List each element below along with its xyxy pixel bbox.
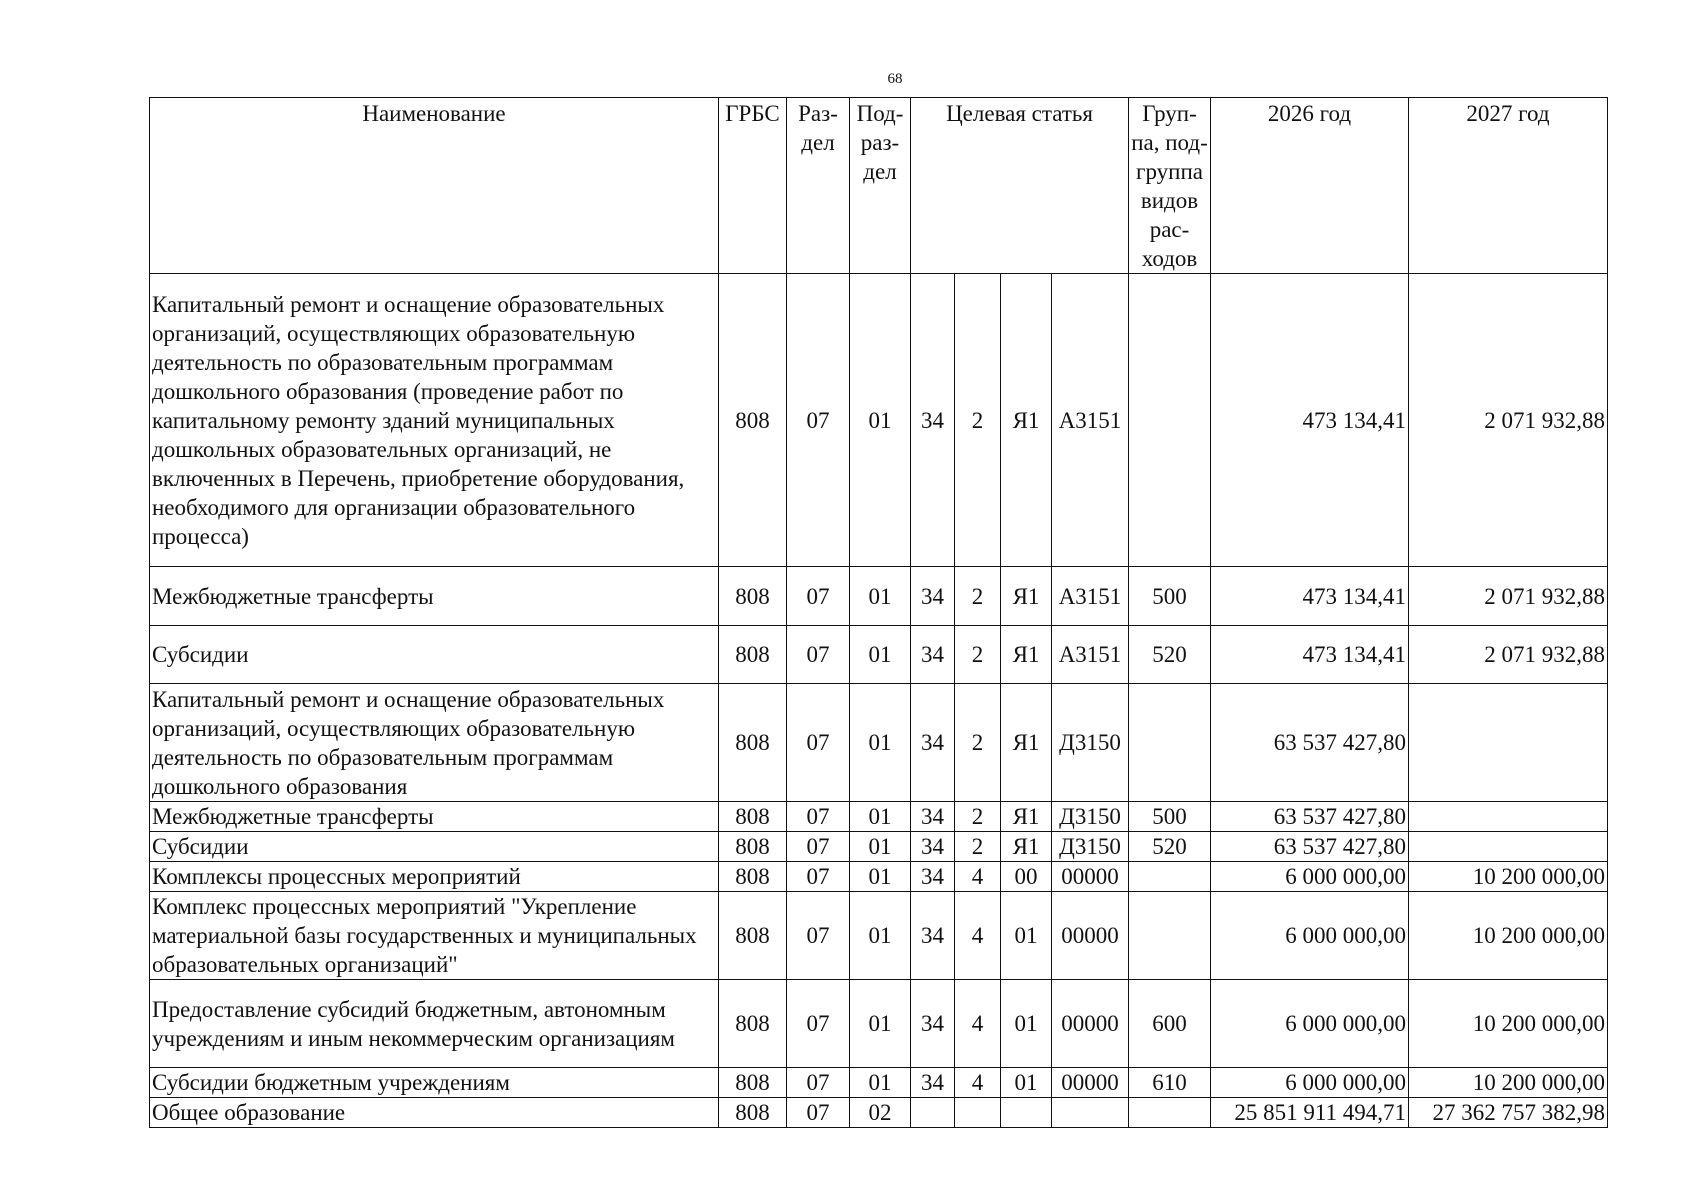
cell-target-program: 34 [911, 862, 955, 892]
cell-target-program: 34 [911, 274, 955, 567]
cell-amount-2027: 10 200 000,00 [1409, 892, 1608, 980]
cell-target-subprogram: 2 [955, 274, 1001, 567]
cell-razdel: 07 [787, 862, 850, 892]
cell-target-project: Я1 [1001, 567, 1052, 626]
header-razdel: Раз- дел [787, 98, 850, 274]
cell-grbs: 808 [719, 567, 787, 626]
cell-target-program [911, 1098, 955, 1128]
cell-target-project: 00 [1001, 862, 1052, 892]
cell-podrazdel: 01 [850, 274, 911, 567]
cell-target-project: Я1 [1001, 832, 1052, 862]
cell-target-direction: А3151 [1052, 274, 1129, 567]
cell-target-subprogram: 2 [955, 626, 1001, 684]
header-podrazdel: Под- раз- дел [850, 98, 911, 274]
cell-target-subprogram: 2 [955, 567, 1001, 626]
cell-amount-2026: 6 000 000,00 [1211, 980, 1409, 1068]
cell-razdel: 07 [787, 274, 850, 567]
cell-podrazdel: 01 [850, 684, 911, 802]
cell-grbs: 808 [719, 274, 787, 567]
table-row [150, 892, 1608, 980]
cell-podrazdel: 01 [850, 802, 911, 832]
cell-expense-group: 520 [1129, 832, 1211, 862]
cell-amount-2027 [1409, 832, 1608, 862]
cell-podrazdel: 01 [850, 892, 911, 980]
page-number: 68 [887, 71, 903, 87]
cell-target-direction: А3151 [1052, 567, 1129, 626]
cell-target-program: 34 [911, 567, 955, 626]
table-header-row [150, 98, 1608, 274]
cell-razdel: 07 [787, 980, 850, 1068]
cell-target-project: 01 [1001, 1068, 1052, 1098]
cell-expense-group: 600 [1129, 980, 1211, 1068]
budget-table [149, 97, 1608, 1128]
cell-amount-2026: 473 134,41 [1211, 626, 1409, 684]
cell-expense-group: 610 [1129, 1068, 1211, 1098]
cell-target-direction: А3151 [1052, 626, 1129, 684]
cell-expense-group [1129, 892, 1211, 980]
cell-target-direction [1052, 1098, 1129, 1128]
cell-target-subprogram [955, 1098, 1001, 1128]
cell-razdel: 07 [787, 1098, 850, 1128]
cell-grbs: 808 [719, 1098, 787, 1128]
cell-target-program: 34 [911, 1068, 955, 1098]
row-name: Субсидии [150, 626, 719, 684]
cell-grbs: 808 [719, 980, 787, 1068]
cell-target-project: 01 [1001, 980, 1052, 1068]
cell-podrazdel: 01 [850, 980, 911, 1068]
table-row [150, 567, 1608, 626]
row-name: Субсидии бюджетным учреждениям [150, 1068, 719, 1098]
cell-expense-group [1129, 274, 1211, 567]
cell-target-subprogram: 4 [955, 1068, 1001, 1098]
cell-amount-2027: 27 362 757 382,98 [1409, 1098, 1608, 1128]
cell-target-direction: 00000 [1052, 862, 1129, 892]
table-row [150, 684, 1608, 802]
cell-target-program: 34 [911, 980, 955, 1068]
cell-amount-2026: 473 134,41 [1211, 274, 1409, 567]
cell-grbs: 808 [719, 802, 787, 832]
cell-grbs: 808 [719, 626, 787, 684]
cell-expense-group: 520 [1129, 626, 1211, 684]
cell-amount-2026: 6 000 000,00 [1211, 862, 1409, 892]
row-name: Комплекс процессных мероприятий "Укрепление материальной базы государственных и муниципальных образовательных организаций" [150, 892, 719, 980]
cell-razdel: 07 [787, 626, 850, 684]
cell-target-subprogram: 2 [955, 832, 1001, 862]
cell-target-program: 34 [911, 802, 955, 832]
cell-target-subprogram: 4 [955, 980, 1001, 1068]
table-row [150, 802, 1608, 832]
cell-podrazdel: 01 [850, 1068, 911, 1098]
header-year-2026: 2026 год [1211, 98, 1409, 274]
cell-expense-group: 500 [1129, 567, 1211, 626]
cell-target-program: 34 [911, 684, 955, 802]
cell-razdel: 07 [787, 802, 850, 832]
cell-razdel: 07 [787, 892, 850, 980]
cell-target-program: 34 [911, 832, 955, 862]
cell-grbs: 808 [719, 684, 787, 802]
cell-target-subprogram: 4 [955, 892, 1001, 980]
header-name: Наименование [150, 98, 719, 274]
cell-target-direction: Д3150 [1052, 802, 1129, 832]
cell-razdel: 07 [787, 684, 850, 802]
cell-target-direction: 00000 [1052, 1068, 1129, 1098]
cell-grbs: 808 [719, 1068, 787, 1098]
row-name: Комплексы процессных мероприятий [150, 862, 719, 892]
cell-razdel: 07 [787, 1068, 850, 1098]
cell-grbs: 808 [719, 892, 787, 980]
cell-expense-group [1129, 1098, 1211, 1128]
cell-target-direction: 00000 [1052, 892, 1129, 980]
row-name: Общее образование [150, 1098, 719, 1128]
header-target-article: Целевая статья [911, 98, 1129, 274]
cell-amount-2026: 473 134,41 [1211, 567, 1409, 626]
cell-amount-2027: 2 071 932,88 [1409, 567, 1608, 626]
table-row [150, 862, 1608, 892]
cell-target-direction: Д3150 [1052, 684, 1129, 802]
table-row [150, 832, 1608, 862]
table-row [150, 1068, 1608, 1098]
row-name: Капитальный ремонт и оснащение образовательных организаций, осуществляющих образовательную деятельность по образовательным программам дошкольного образования [150, 684, 719, 802]
cell-amount-2026: 6 000 000,00 [1211, 892, 1409, 980]
cell-amount-2027 [1409, 802, 1608, 832]
cell-expense-group [1129, 684, 1211, 802]
cell-razdel: 07 [787, 567, 850, 626]
cell-podrazdel: 02 [850, 1098, 911, 1128]
cell-amount-2027: 2 071 932,88 [1409, 274, 1608, 567]
cell-amount-2026: 63 537 427,80 [1211, 684, 1409, 802]
cell-target-direction: Д3150 [1052, 832, 1129, 862]
cell-target-project: Я1 [1001, 684, 1052, 802]
cell-podrazdel: 01 [850, 862, 911, 892]
row-name: Капитальный ремонт и оснащение образовательных организаций, осуществляющих образовательную деятельность по образовательным программам дошкольного образования (проведение работ по капитальному ремонту зданий муниципальных дошкольных образовательных организаций, не включенных в Перечень, приобретение оборудования, необходимого для организации образовательного процесса) [150, 274, 719, 567]
header-expense-group: Груп- па, под- группа видов рас- ходов [1129, 98, 1211, 274]
cell-target-subprogram: 2 [955, 684, 1001, 802]
cell-target-project [1001, 1098, 1052, 1128]
table-row [150, 980, 1608, 1068]
cell-podrazdel: 01 [850, 626, 911, 684]
cell-target-project: Я1 [1001, 626, 1052, 684]
cell-podrazdel: 01 [850, 832, 911, 862]
cell-amount-2027 [1409, 684, 1608, 802]
cell-target-project: Я1 [1001, 274, 1052, 567]
cell-amount-2027: 2 071 932,88 [1409, 626, 1608, 684]
header-grbs: ГРБС [719, 98, 787, 274]
table-row [150, 274, 1608, 567]
cell-amount-2027: 10 200 000,00 [1409, 1068, 1608, 1098]
cell-amount-2026: 63 537 427,80 [1211, 832, 1409, 862]
cell-target-direction: 00000 [1052, 980, 1129, 1068]
cell-amount-2026: 63 537 427,80 [1211, 802, 1409, 832]
cell-amount-2027: 10 200 000,00 [1409, 862, 1608, 892]
cell-podrazdel: 01 [850, 567, 911, 626]
row-name: Межбюджетные трансферты [150, 802, 719, 832]
cell-amount-2026: 25 851 911 494,71 [1211, 1098, 1409, 1128]
row-name: Субсидии [150, 832, 719, 862]
cell-target-program: 34 [911, 626, 955, 684]
cell-amount-2026: 6 000 000,00 [1211, 1068, 1409, 1098]
cell-amount-2027: 10 200 000,00 [1409, 980, 1608, 1068]
cell-razdel: 07 [787, 832, 850, 862]
cell-target-subprogram: 2 [955, 802, 1001, 832]
table-row [150, 1098, 1608, 1128]
cell-target-project: 01 [1001, 892, 1052, 980]
row-name: Межбюджетные трансферты [150, 567, 719, 626]
cell-expense-group: 500 [1129, 802, 1211, 832]
cell-grbs: 808 [719, 862, 787, 892]
cell-expense-group [1129, 862, 1211, 892]
header-year-2027: 2027 год [1409, 98, 1608, 274]
cell-target-project: Я1 [1001, 802, 1052, 832]
row-name: Предоставление субсидий бюджетным, автономным учреждениям и иным некоммерческим организациям [150, 980, 719, 1068]
cell-target-program: 34 [911, 892, 955, 980]
table-row [150, 626, 1608, 684]
cell-grbs: 808 [719, 832, 787, 862]
cell-target-subprogram: 4 [955, 862, 1001, 892]
